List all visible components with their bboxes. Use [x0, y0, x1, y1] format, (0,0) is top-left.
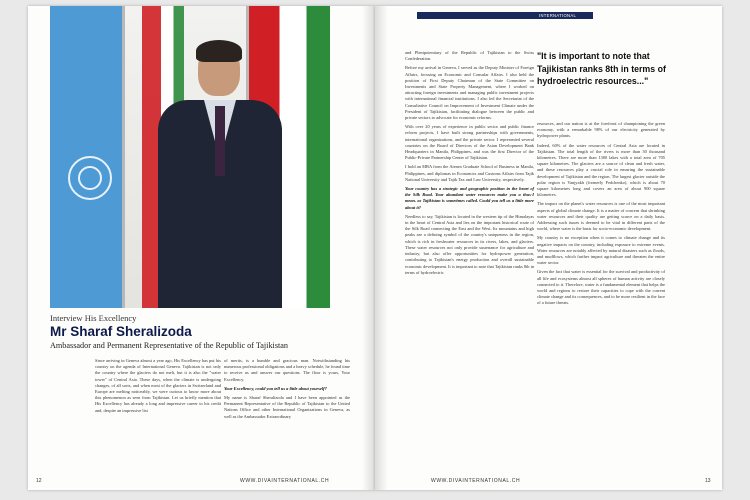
paragraph: Given the fact that water is essential for the survival and productivity of all life and ecosystems almost all spheres of human activity are closely connected to it. Therefore, water is a fundamental element that helps the world and regions to restore their capacities to cope with the current climate change and its consequences, and to be more resilient in the face of a future threats.: [537, 269, 665, 306]
ambassador-photo: [50, 6, 330, 308]
paragraph: Needless to say, Tajikistan is located in the western tip of the Himalayas in the heart of Central Asia and lies on the important historical route of the Silk Road connecting the East and the West. Its mountains and high peaks are a defining symbol of the country's uniqueness in the region, which is rich in freshwater resources in its rivers, lakes, and glaciers. These water resources not only provide sustenance for agriculture and industry, but also offer opportunities for hydropower generation, contributing to Tajikistan's energy production and overall sustainable economic development. It is important to note that Tajikistan ranks 8th in terms of hydroelectric: [405, 213, 534, 275]
page-number: 12: [36, 478, 42, 484]
paragraph: Indeed, 60% of the water resources of Central Asia are located in Tajikistan. The total length of the rivers is more than 30 thousand kilometres. There are more than 1300 lakes with a total area of 705 square kilometres. The glaciers are a source of clean and fresh water, and these resources play a crucial role in ensuring the sustainable development of Tajikistan and the region. The largest glacier outside the polar region is Vanjyakh (formerly Fedchenko), which is about 70 square kilometres long and covers an area of about 900 square kilometres.: [537, 142, 665, 198]
paragraph: of merits, is a humble and gracious man. Notwithstanding his numerous professional obligations and a heavy schedule, he found time to receive us and answer our questions. The floor is yours, Your Excellency.: [224, 358, 350, 382]
article-column-2: [224, 358, 350, 476]
question: Your country has a strategic and geographic position in the heart of the Silk Road. Your abundant water resources make you a thus-I mean. as Tajikistan is sometimes called. Could you tell us a little more about it?: [405, 186, 534, 210]
paragraph: I hold an MBA from the Ateneo Graduate School of Business in Manila, Philippines, and diplomas in Economics and Customs Affairs from Tajik National University and Tajik Tax and Law University, respectively.: [405, 164, 534, 182]
paragraph: With over 20 years of experience in public sector and public finance reform projects, I have built strong partnerships with governments, international organizations, and the private sector. I represented several countries on the Board of Directors of the Asian Development Bank Headquarters in Manila, Philippines, and was the first Director of the Public-Private Partnership Center of Tajikistan.: [405, 124, 534, 161]
interview-label: Interview His Excellency: [50, 313, 137, 323]
paragraph: The impact on the planet's water resources is one of the most important aspects of global climate change. It is a matter of concern that shrinking water resources and their quality are getting scarce on a daily basis. Addressing such issues is deemed to be vital in different parts of the world, where water is the basis for socio-economic development.: [537, 201, 665, 232]
left-page: [28, 6, 375, 490]
paragraph: resources, and our nation is at the forefront of championing the green economy, with a remarkable 98% of our electricity generated by hydropower plants.: [537, 121, 665, 139]
interviewee-name: Mr Sharaf Sheralizoda: [50, 324, 192, 339]
right-page: [375, 6, 722, 490]
pull-quote: "It is important to note that Tajikistan ranks 8th in terms of hydroelectric resources...": [537, 51, 666, 86]
paragraph: and Plenipotentiary of the Republic of Tajikistan to the Swiss Confederation.: [405, 50, 534, 62]
paragraph: My country is no exception when it comes to climate change and its negative impacts on the country, including exposure to extreme events. Water resources are notably affected by natural disasters such as floods, and mudflows, which further impact agriculture and threaten the entire water sector.: [537, 235, 665, 266]
page-number: 13: [705, 478, 711, 484]
article-column-4: [537, 121, 665, 471]
article-column-1: [95, 358, 221, 476]
website-link[interactable]: WWW.DIVAINTERNATIONAL.CH: [240, 478, 330, 484]
paragraph: Before my arrival in Geneva, I served as the Deputy Minister of Foreign Affairs, focusing on Economic and Consular Affairs. I also held the position of First Deputy Chairman of the State Committee on Investments and State Property Management, where I worked on attracting foreign investments and managing public investment projects with international financial institutions. I also led the Secretariat of the Consultative Council on Improvement of Investment Climate under the President of Tajikistan, facilitating dialogue between the public and private sectors to advocate for economic reforms.: [405, 65, 534, 121]
section-banner: INTERNATIONAL: [417, 12, 593, 19]
paragraph: My name is Sharaf Sheralizoda and I have been appointed as the Permanent Representative of the Republic of Tajikistan to the United Nations Office and other International Organizations in Geneva, as well as the Ambassador Extraordinary: [224, 395, 350, 419]
paragraph: Since arriving in Geneva almost a year ago, His Excellency has put his country on the agenda of International Geneva. Tajikistan is not only the country where the glaciers do not melt, but it is also the "water tower" of Central Asia. These days, when the climate is undergoing changes, of all sorts, and when most of the glaciers in Switzerland and Europe are melting noticeably, we were curious to know more about this phenomenon as seen from Tajikistan. Let us briefly mention that His Excellency has already a long and impressive career to his credit and, despite an impressive list: [95, 358, 221, 413]
article-column-3: [405, 50, 534, 468]
un-flag: [50, 6, 122, 308]
question: Your Excellency, could you tell us a little about yourself?: [224, 385, 327, 391]
interviewee-title: Ambassador and Permanent Representative of the Republic of Tajikistan: [50, 341, 289, 350]
ambassador-figure: [158, 44, 282, 308]
website-link[interactable]: WWW.DIVAINTERNATIONAL.CH: [431, 478, 521, 484]
